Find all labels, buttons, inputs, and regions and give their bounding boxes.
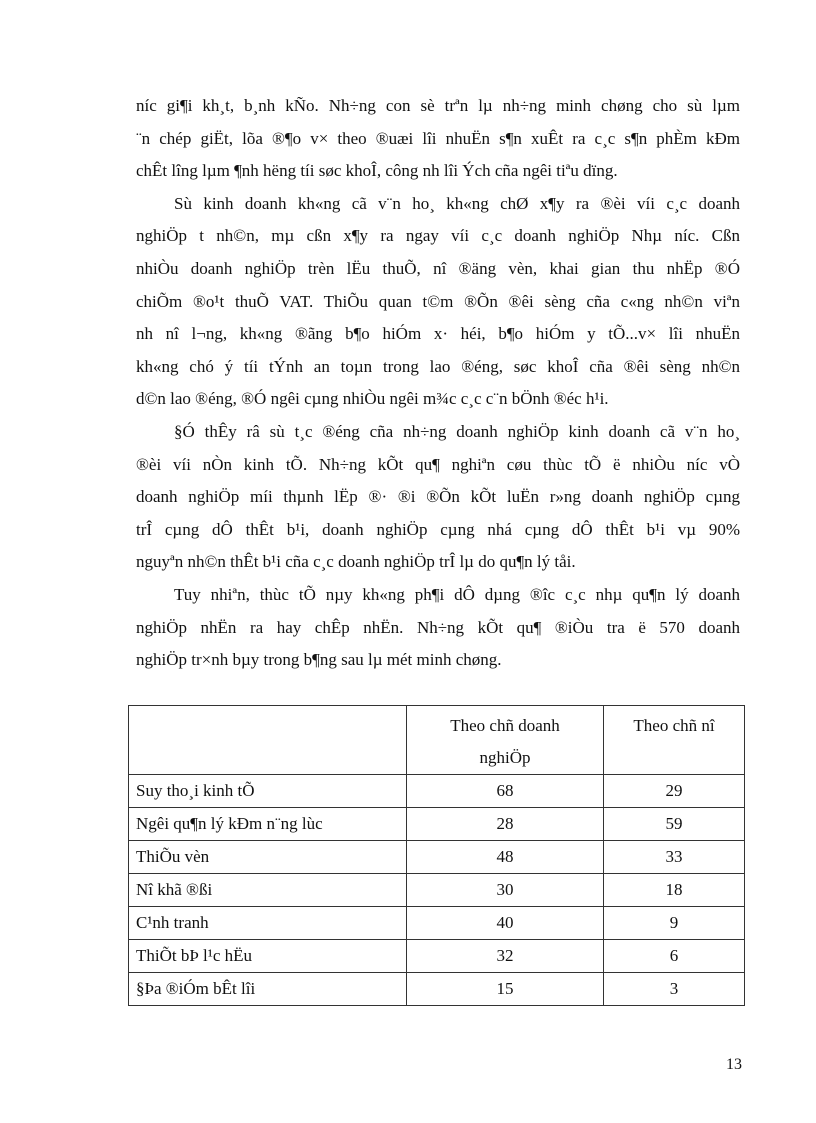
text-line: Sù kinh doanh kh«ng cã v¨n ho¸ kh«ng chØ x¶y ra ®èi víi c¸c doanh bbox=[174, 193, 740, 213]
paragraph bbox=[136, 188, 740, 416]
table-body bbox=[129, 706, 745, 1006]
row-label-cell: Nî khã ®ßi bbox=[129, 874, 407, 907]
value-cell: 33 bbox=[604, 841, 745, 874]
text-line: trÎ cµng dÔ thÊt b¹i, doanh nghiÖp cµng nhá cµng dÔ thÊt b¹i vµ 90% bbox=[136, 519, 740, 539]
paragraph bbox=[136, 416, 740, 579]
value-cell: 29 bbox=[604, 775, 745, 808]
value-cell: 9 bbox=[604, 907, 745, 940]
failure-causes-table bbox=[128, 705, 745, 1006]
text-line: nhiÒu doanh nghiÖp trèn lËu thuÕ, nî ®äng vèn, khai gian thu nhËp ®Ó bbox=[136, 258, 740, 278]
text-line: nh nî l¬ng, kh«ng ®ãng b¶o hiÓm x· héi, b¶o hiÓm y tÕ...v× lîi nhuËn bbox=[136, 324, 740, 344]
value-cell: 68 bbox=[407, 775, 604, 808]
row-label-cell: C¹nh tranh bbox=[129, 907, 407, 940]
table-row bbox=[129, 775, 745, 808]
table-header-cell: Theo chñ doanh nghiÖp bbox=[407, 706, 604, 775]
body-text bbox=[136, 90, 740, 677]
value-cell: 48 bbox=[407, 841, 604, 874]
value-cell: 6 bbox=[604, 940, 745, 973]
text-line: ¨n chép giËt, lõa ®¶o v× theo ®uæi lîi nhuËn s¶n xuÊt ra c¸c s¶n phÈm kÐm bbox=[136, 128, 740, 148]
row-label-cell: ThiÕt bÞ l¹c hËu bbox=[129, 940, 407, 973]
text-line: doanh nghiÖp míi thµnh lËp ®· ®i ®Õn kÕt luËn r»ng doanh nghiÖp cµng bbox=[136, 487, 740, 507]
value-cell: 59 bbox=[604, 808, 745, 841]
text-line: d©n lao ®éng, ®Ó ngêi cµng nhiÒu ngêi m¾c c¸c c¨n bÖnh ®éc h¹i. bbox=[136, 389, 609, 409]
text-line: nghiÖp tr×nh bµy trong b¶ng sau lµ mét minh chøng. bbox=[136, 650, 502, 670]
page-number: 13 bbox=[726, 1056, 742, 1073]
table-row bbox=[129, 874, 745, 907]
table-header-cell: Theo chñ nî bbox=[604, 706, 745, 775]
table-row bbox=[129, 808, 745, 841]
value-cell: 3 bbox=[604, 973, 745, 1006]
text-line: nguyªn nh©n thÊt b¹i cña c¸c doanh nghiÖp trÎ lµ do qu¶n lý tåi. bbox=[136, 552, 576, 572]
value-cell: 18 bbox=[604, 874, 745, 907]
text-line: Tuy nhiªn, thùc tÕ nµy kh«ng ph¶i dÔ dµng ®îc c¸c nhµ qu¶n lý doanh bbox=[174, 584, 740, 604]
text-line: chiÕm ®o¹t thuÕ VAT. ThiÕu quan t©m ®Õn ®êi sèng cña c«ng nh©n viªn bbox=[136, 291, 740, 311]
table-row bbox=[129, 907, 745, 940]
text-line: níc gi¶i kh¸t, b¸nh kÑo. Nh÷ng con sè trªn lµ nh÷ng minh chøng cho sù lµm bbox=[136, 96, 740, 115]
value-cell: 28 bbox=[407, 808, 604, 841]
row-label-cell: Suy tho¸i kinh tÕ bbox=[129, 775, 407, 808]
text-line: kh«ng chó ý tíi tÝnh an toµn trong lao ®éng, søc khoÎ cña ®êi sèng nh©n bbox=[136, 356, 740, 376]
row-label-cell: Ngêi qu¶n lý kÐm n¨ng lùc bbox=[129, 808, 407, 841]
value-cell: 30 bbox=[407, 874, 604, 907]
paragraph bbox=[136, 579, 740, 677]
row-label-cell: §Þa ®iÓm bÊt lîi bbox=[129, 973, 407, 1006]
value-cell: 40 bbox=[407, 907, 604, 940]
text-line: nghiÖp nhËn ra hay chÊp nhËn. Nh÷ng kÕt qu¶ ®iÒu tra ë 570 doanh bbox=[136, 617, 740, 637]
text-line: ®èi víi nÒn kinh tÕ. Nh÷ng kÕt qu¶ nghiªn cøu thùc tÕ ë nhiÒu níc vÒ bbox=[136, 454, 740, 474]
text-line: §Ó thÊy râ sù t¸c ®éng cña nh÷ng doanh nghiÖp kinh doanh cã v¨n ho¸ bbox=[174, 421, 740, 441]
table-header-row bbox=[129, 706, 745, 775]
text-line: chÊt lîng lµm ¶nh hëng tíi søc khoÎ, công nh lîi Ých cña ngêi tiªu dïng. bbox=[136, 161, 618, 181]
table-row bbox=[129, 940, 745, 973]
value-cell: 32 bbox=[407, 940, 604, 973]
value-cell: 15 bbox=[407, 973, 604, 1006]
table-header-cell bbox=[129, 706, 407, 775]
table-row bbox=[129, 841, 745, 874]
table-row bbox=[129, 973, 745, 1006]
row-label-cell: ThiÕu vèn bbox=[129, 841, 407, 874]
text-line: nghiÖp t nh©n, mµ cßn x¶y ra ngay víi c¸c doanh nghiÖp Nhµ níc. Cßn bbox=[136, 226, 740, 246]
paragraph bbox=[136, 90, 740, 188]
